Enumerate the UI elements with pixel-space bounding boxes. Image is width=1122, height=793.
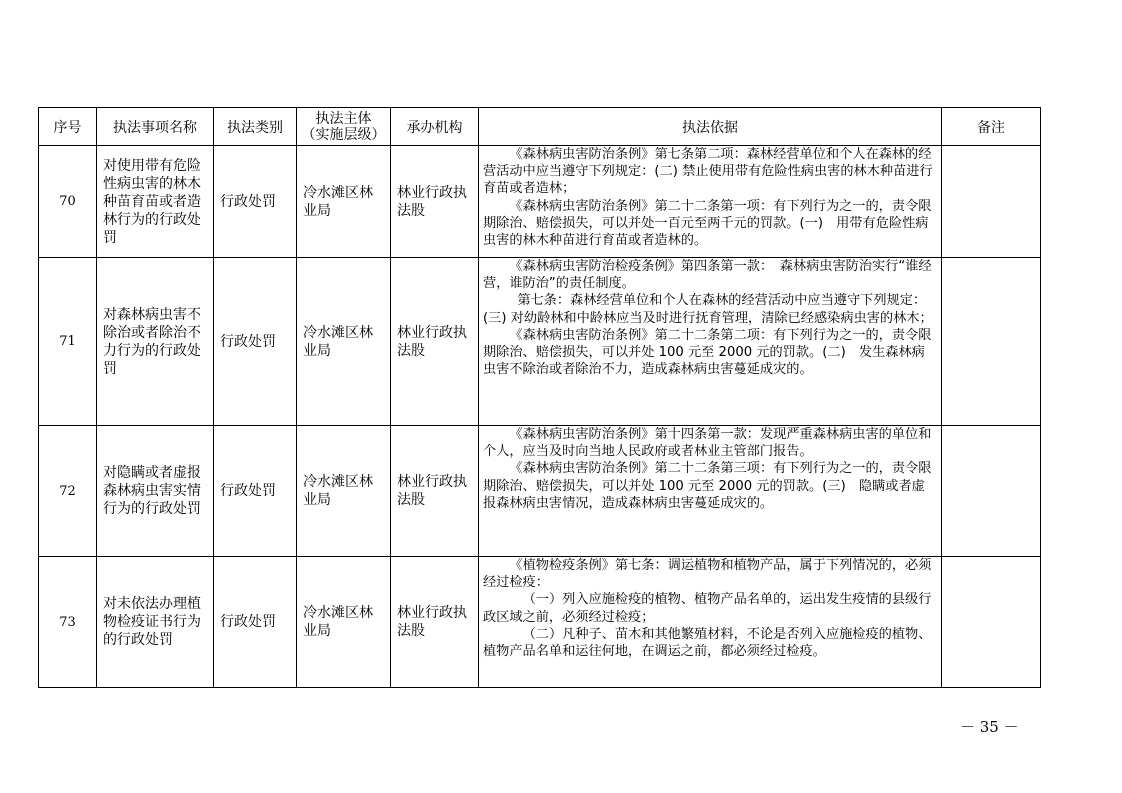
remark-cell [942, 426, 1041, 557]
header-no: 序号 [39, 108, 97, 146]
enforcement-items-table [38, 107, 1041, 688]
table-row [39, 258, 1041, 426]
basis-paragraph: 第七条：森林经营单位和个人在森林的经营活动中应当遵守下列规定：(三) 对幼龄林和中龄林应当及时进行抚育管理，清除已经感染病虫害的林木； [483, 293, 933, 326]
basis-paragraph: （一）列入应施检疫的植物、植物产品名单的，运出发生疫情的县级行政区域之前，必须经过检疫； [483, 592, 932, 625]
table-row [39, 146, 1041, 258]
handling-agency: 林业行政执法股 [391, 146, 479, 258]
legal-basis [479, 426, 942, 557]
enforcement-category: 行政处罚 [214, 258, 297, 426]
header-subject [297, 108, 391, 146]
enforcement-category: 行政处罚 [214, 557, 297, 688]
basis-paragraph: 《森林病虫害防治条例》第二十二条第二项：有下列行为之一的，责令限期除治、赔偿损失，可以并处 100 元至 2000 元的罚款。(二) 发生森林病虫害不除治或者除治不力，造成森林病虫害蔓延成灾的。 [483, 327, 932, 378]
table-row [39, 557, 1041, 688]
row-number: 73 [39, 557, 97, 688]
row-number: 72 [39, 426, 97, 557]
legal-basis [479, 557, 942, 688]
header-subject-line2: （实施层级） [301, 126, 386, 143]
enforcement-subject: 冷水滩区林业局 [297, 258, 391, 426]
header-category: 执法类别 [214, 108, 297, 146]
enforcement-subject: 冷水滩区林业局 [297, 557, 391, 688]
row-number: 70 [39, 146, 97, 258]
enforcement-category: 行政处罚 [214, 426, 297, 557]
basis-paragraph: 《森林病虫害防治检疫条例》第四条第一款： 森林病虫害防治实行“谁经营，谁防治”的责任制度。 [483, 259, 932, 292]
handling-agency: 林业行政执法股 [391, 426, 479, 557]
remark-cell [942, 557, 1041, 688]
enforcement-subject: 冷水滩区林业局 [297, 426, 391, 557]
header-subject-line1: 执法主体 [315, 110, 372, 127]
header-item-name: 执法事项名称 [97, 108, 214, 146]
header-basis: 执法依据 [479, 108, 942, 146]
remark-cell [942, 258, 1041, 426]
handling-agency: 林业行政执法股 [391, 557, 479, 688]
legal-basis [479, 146, 942, 258]
row-number: 71 [39, 258, 97, 426]
table-row [39, 426, 1041, 557]
handling-agency: 林业行政执法股 [391, 258, 479, 426]
item-name: 对未依法办理植物检疫证书行为的行政处罚 [97, 557, 214, 688]
item-name: 对使用带有危险性病虫害的林木种苗育苗或者造林行为的行政处罚 [97, 146, 214, 258]
item-name: 对森林病虫害不除治或者除治不力行为的行政处罚 [97, 258, 214, 426]
enforcement-category: 行政处罚 [214, 146, 297, 258]
basis-paragraph: 《植物检疫条例》第七条：调运植物和植物产品，属于下列情况的，必须经过检疫： [483, 558, 932, 591]
table-header-row [39, 108, 1041, 146]
basis-paragraph: 《森林病虫害防治条例》第十四条第一款：发现严重森林病虫害的单位和个人，应当及时向当地人民政府或者林业主管部门报告。 [483, 427, 932, 460]
basis-paragraph: （二）凡种子、苗木和其他繁殖材料，不论是否列入应施检疫的植物、植物产品名单和运往何地，在调运之前，都必须经过检疫。 [483, 626, 932, 660]
remark-cell [942, 146, 1041, 258]
enforcement-subject: 冷水滩区林业局 [297, 146, 391, 258]
header-agency: 承办机构 [391, 108, 479, 146]
page-number: － 35 － [960, 718, 1019, 736]
header-remark: 备注 [942, 108, 1041, 146]
legal-basis [479, 258, 942, 426]
basis-paragraph: 《森林病虫害防治条例》第二十二条第三项：有下列行为之一的，责令限期除治、赔偿损失，可以并处 100 元至 2000 元的罚款。(三) 隐瞒或者虚报森林病虫害情况，造成森林病虫害蔓延成灾的。 [483, 461, 932, 511]
basis-paragraph: 《森林病虫害防治条例》第二十二条第一项：有下列行为之一的，责令限期除治、赔偿损失，可以并处一百元至两千元的罚款。(一) 用带有危险性病虫害的林木种苗进行育苗或者造林的。 [483, 198, 932, 249]
basis-paragraph: 《森林病虫害防治条例》第七条第二项：森林经营单位和个人在森林的经营活动中应当遵守下列规定：(二) 禁止使用带有危险性病虫害的林木种苗进行育苗或者造林； [483, 147, 933, 197]
item-name: 对隐瞒或者虚报森林病虫害实情行为的行政处罚 [97, 426, 214, 557]
